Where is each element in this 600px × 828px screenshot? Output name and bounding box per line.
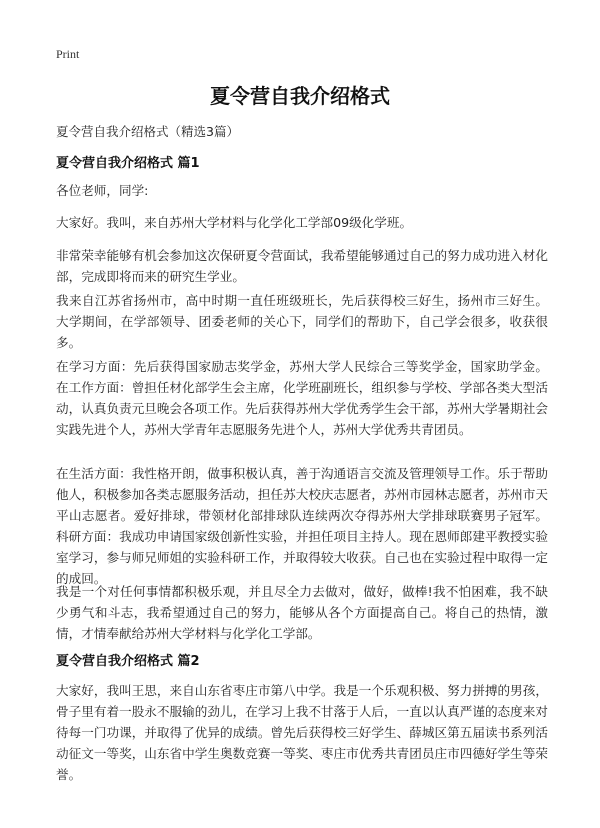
section-2-heading: 夏令营自我介绍格式 篇2	[56, 654, 200, 669]
paragraph: 在生活方面：我性格开朗，做事积极认真，善于沟通语言交流及管理领导工作。乐于帮助他人，积极参加各类志愿服务活动，担任苏大校庆志愿者，苏州市园林志愿者，苏州市天平山志愿者。爱好排球，带领材化部排球队连续两次夺得苏州大学排球联赛男子冠军。 科研方面：我成功申请国家级创新性实验，并担任项目主持人。现在恩师郎建平教授实验室学习，参与师兄师姐的实验科研工作，并取得较大收获。自己也在实验过程中取得一定的成回。	[56, 466, 548, 586]
paragraph: 我来自江苏省扬州市，高中时期一直任班级班长，先后获得校三好生，扬州市三好生。 大学期间，在学部领导、团委老师的关心下，同学们的帮助下，自己学会很多，收获很多。	[56, 293, 548, 350]
print-link[interactable]: Print	[56, 47, 80, 61]
document-subtitle: 夏令营自我介绍格式（精选3篇）	[56, 124, 239, 139]
paragraph: 大家好。我叫，来自苏州大学材料与化学化工学部09级化学班。	[56, 215, 413, 230]
page-title: 夏令营自我介绍格式	[210, 84, 390, 108]
paragraph: 各位老师，同学:	[56, 183, 149, 198]
section-1-heading: 夏令营自我介绍格式 篇1	[56, 156, 200, 171]
paragraph: 大家好，我叫王思，来自山东省枣庄市第八中学。我是一个乐观积极、努力拼搏的男孩，骨子里有着一股永不服输的劲儿，在学习上我不甘落于人后，一直以认真严谨的态度来对待每一门功课，并取得了优异的成绩。曾先后获得校三好学生、薛城区第五届读书系列活动征文一等奖，山东省中学生奥数竞赛一等奖、枣庄市优秀共青团员庄市四德好学生等荣誉。	[56, 683, 548, 782]
paragraph: 在学习方面：先后获得国家励志奖学金，苏州大学人民综合三等奖学金，国家助学金。 在工作方面：曾担任材化部学生会主席，化学班副班长，组织参与学校、学部各类大型活动，认真负责元旦晚会各项工作。先后获得苏州大学优秀学生会干部，苏州大学暑期社会实践先进个人，苏州大学青年志愿服务先进个人，苏州大学优秀共青团员。	[56, 359, 548, 437]
paragraph: 我是一个对任何事情都积极乐观，并且尽全力去做对，做好，做棒!我不怕困难，我不缺少勇气和斗志，我希望通过自己的努力，能够从各个方面提高自己。将自己的热情，激情，才情奉献给苏州大学材料与化学化工学部。	[56, 584, 548, 641]
paragraph: 非常荣幸能够有机会参加这次保研夏令营面试，我希望能够通过自己的努力成功进入材化部，完成即将而来的研究生学业。	[56, 248, 548, 284]
